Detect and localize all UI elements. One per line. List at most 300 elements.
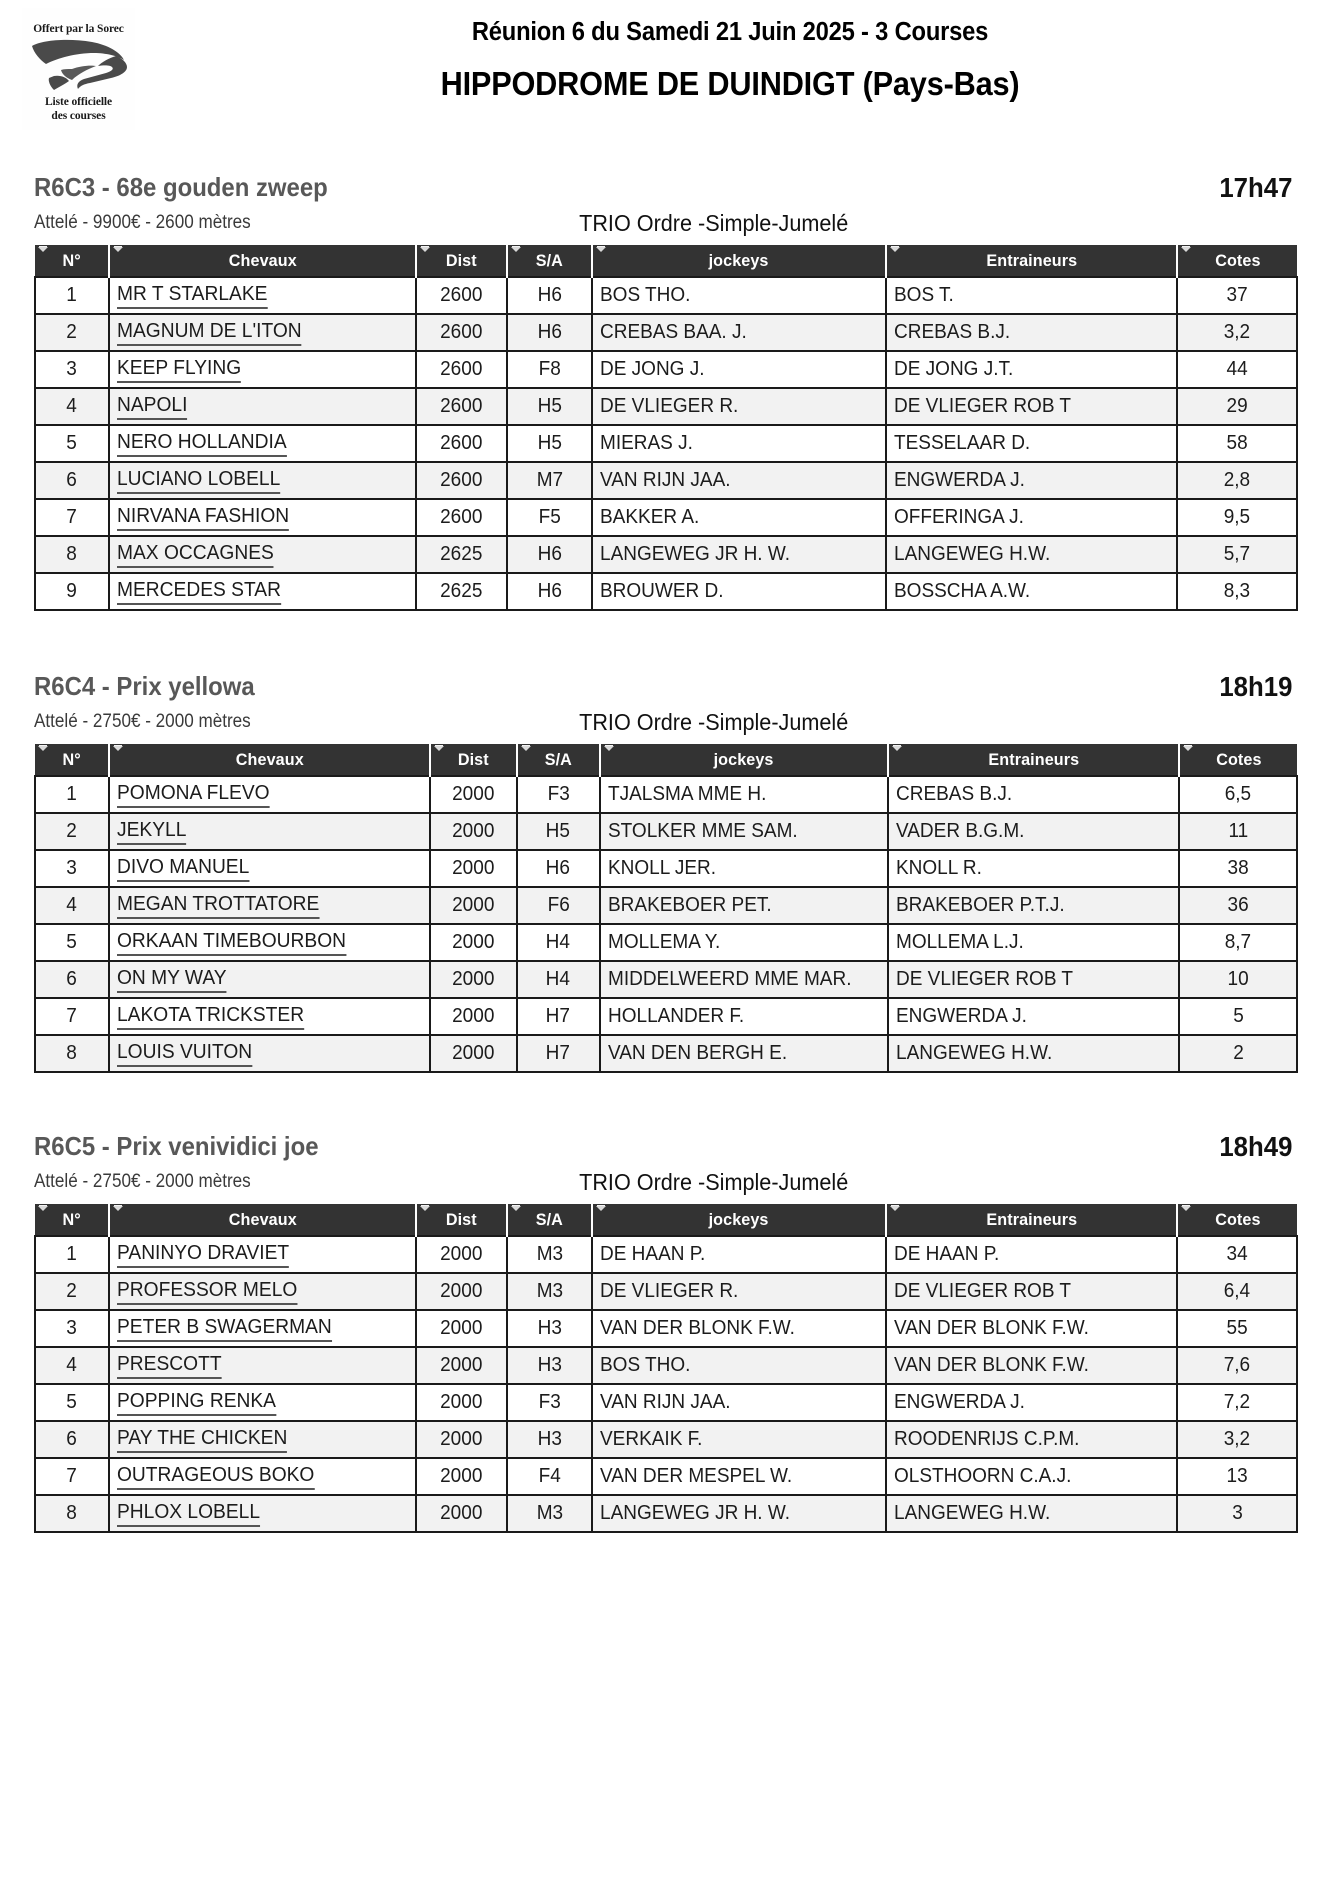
runner-sa-text: H6 <box>546 857 571 879</box>
horse-name[interactable] <box>109 1421 416 1458</box>
horse-name[interactable] <box>109 998 430 1035</box>
table-row <box>35 1347 1297 1384</box>
table-row <box>35 277 1297 314</box>
jockey-name <box>592 351 886 388</box>
horse-name[interactable] <box>109 462 416 499</box>
sorec-swoosh-icon <box>28 36 130 94</box>
runner-dist-text: 2000 <box>452 894 495 916</box>
table-row <box>35 1236 1297 1273</box>
column-resize-handle-icon <box>38 246 48 254</box>
horse-name-text: NAPOLI <box>117 394 187 420</box>
race-header-r6c5 <box>20 1131 1310 1171</box>
horse-name[interactable] <box>109 277 416 314</box>
trainer-name <box>886 573 1178 610</box>
runner-dist <box>416 499 507 536</box>
horse-name[interactable] <box>109 1236 416 1273</box>
horse-name-text: POPPING RENKA <box>117 1390 276 1416</box>
horse-name[interactable] <box>109 776 430 813</box>
runner-odds <box>1177 388 1297 425</box>
runner-odds <box>1177 314 1297 351</box>
runner-dist <box>416 1384 507 1421</box>
jockey-name <box>600 961 888 998</box>
jockey-name <box>592 1384 886 1421</box>
horse-name-text: PETER B SWAGERMAN <box>117 1316 332 1342</box>
horse-name-text: LOUIS VUITON <box>117 1041 252 1067</box>
race-time: 18h49 <box>1218 1131 1292 1162</box>
race-title: R6C5 - Prix venividici joe <box>34 1131 319 1161</box>
horse-name[interactable] <box>109 1495 416 1532</box>
runner-odds-text: 13 <box>1226 1465 1248 1487</box>
column-resize-handle-icon <box>1183 745 1193 753</box>
runner-sa-text: H4 <box>546 968 571 990</box>
runner-odds-text: 29 <box>1226 395 1248 417</box>
col-header-sa[interactable]: S/A <box>507 245 592 277</box>
horse-name-text: MERCEDES STAR <box>117 579 281 605</box>
horse-name[interactable] <box>109 1273 416 1310</box>
trainer-name <box>886 462 1178 499</box>
col-header-trainers[interactable]: Entraineurs <box>886 1204 1178 1236</box>
runner-sa <box>507 1236 592 1273</box>
col-header-horses[interactable]: Chevaux <box>109 245 416 277</box>
jockey-name-text: MIERAS J. <box>599 432 693 454</box>
jockey-name-text: BOS THO. <box>599 284 691 306</box>
jockey-name <box>600 813 888 850</box>
col-header-dist[interactable]: Dist <box>416 245 507 277</box>
runner-number-text: 8 <box>66 543 78 565</box>
runner-odds-text: 3,2 <box>1223 1428 1251 1450</box>
runner-dist <box>416 277 507 314</box>
table-row <box>35 924 1297 961</box>
runner-number-text: 1 <box>66 284 78 306</box>
horse-name-text: MAGNUM DE L'ITON <box>117 320 302 346</box>
horse-name-text: MAX OCCAGNES <box>117 542 274 568</box>
trainer-name-text: DE HAAN P. <box>893 1243 999 1265</box>
trainer-name-text: CREBAS B.J. <box>895 783 1013 805</box>
trainer-name-text: BOSSCHA A.W. <box>893 580 1030 602</box>
runners-table-r6c5 <box>34 1204 1298 1533</box>
runner-dist <box>430 776 517 813</box>
trainer-name-text: OFFERINGA J. <box>893 506 1024 528</box>
table-row <box>35 961 1297 998</box>
trainer-name-text: VADER B.G.M. <box>895 820 1025 842</box>
horse-name-text: NIRVANA FASHION <box>117 505 289 531</box>
jockey-name-text: VAN RIJN JAA. <box>599 469 731 491</box>
col-header-horses[interactable]: Chevaux <box>109 1204 416 1236</box>
runner-number <box>35 536 109 573</box>
horse-name[interactable] <box>109 425 416 462</box>
jockey-name <box>592 536 886 573</box>
runner-dist <box>416 351 507 388</box>
column-resize-handle-icon <box>521 745 531 753</box>
col-header-num[interactable]: N° <box>35 1204 109 1236</box>
trainer-name <box>888 961 1180 998</box>
col-header-jockeys[interactable]: jockeys <box>600 744 888 776</box>
runner-odds <box>1179 776 1297 813</box>
race-header-r6c3 <box>20 172 1310 212</box>
runner-number-text: 3 <box>66 1317 78 1339</box>
horse-name-text: PROFESSOR MELO <box>117 1279 297 1305</box>
race-bet-types: TRIO Ordre -Simple-Jumelé <box>579 1169 849 1195</box>
jockey-name <box>592 1236 886 1273</box>
runner-sa-text: H6 <box>537 321 562 343</box>
runner-number-text: 6 <box>66 968 78 990</box>
runners-table-r6c3 <box>34 245 1298 611</box>
col-header-dist[interactable]: Dist <box>416 1204 507 1236</box>
col-header-trainers[interactable]: Entraineurs <box>886 245 1178 277</box>
runner-dist-text: 2000 <box>440 1317 483 1339</box>
jockey-name <box>592 462 886 499</box>
runner-sa-text: F8 <box>538 358 561 380</box>
col-header-trainers[interactable]: Entraineurs <box>888 744 1180 776</box>
runner-odds <box>1177 1347 1297 1384</box>
runner-dist-text: 2000 <box>452 968 495 990</box>
runner-sa-text: F6 <box>547 894 570 916</box>
race-section-r6c4 <box>20 671 1310 1073</box>
runner-number <box>35 573 109 610</box>
runner-sa-text: F3 <box>547 783 570 805</box>
runner-number-text: 4 <box>66 395 78 417</box>
runner-sa-text: F3 <box>538 1391 561 1413</box>
race-conditions: Attelé - 2750€ - 2000 mètres <box>34 1171 251 1192</box>
runner-odds-text: 8,7 <box>1225 931 1252 953</box>
runner-dist-text: 2000 <box>440 1391 483 1413</box>
trainer-name <box>888 776 1180 813</box>
col-header-odds[interactable]: Cotes <box>1177 1204 1297 1236</box>
trainer-name-text: VAN DER BLONK F.W. <box>893 1354 1089 1376</box>
runner-odds-text: 3 <box>1231 1502 1243 1524</box>
runner-number <box>35 1384 109 1421</box>
runner-sa <box>507 1421 592 1458</box>
table-row <box>35 1384 1297 1421</box>
jockey-name <box>592 1273 886 1310</box>
runner-number <box>35 351 109 388</box>
runner-number <box>35 1273 109 1310</box>
runner-dist-text: 2000 <box>452 820 495 842</box>
trainer-name-text: DE VLIEGER ROB T <box>893 395 1071 417</box>
horse-name-text: MEGAN TROTTATORE <box>117 893 319 919</box>
runner-sa <box>507 277 592 314</box>
table-row <box>35 850 1297 887</box>
runner-sa <box>517 924 600 961</box>
runner-sa-text: H6 <box>537 580 562 602</box>
horse-name[interactable] <box>109 1310 416 1347</box>
runner-odds <box>1177 462 1297 499</box>
runner-number <box>35 314 109 351</box>
runner-odds-text: 38 <box>1227 857 1249 879</box>
runner-dist <box>430 813 517 850</box>
runner-sa <box>517 998 600 1035</box>
runner-odds <box>1179 998 1297 1035</box>
runner-odds-text: 37 <box>1226 284 1248 306</box>
race-title: R6C4 - Prix yellowa <box>34 671 255 701</box>
horse-name-text: NERO HOLLANDIA <box>117 431 287 457</box>
horse-name[interactable] <box>109 850 430 887</box>
jockey-name-text: VAN DEN BERGH E. <box>607 1042 787 1064</box>
runner-number-text: 4 <box>66 1354 78 1376</box>
runner-dist-text: 2000 <box>452 783 495 805</box>
col-header-jockeys[interactable]: jockeys <box>592 1204 886 1236</box>
runner-dist <box>416 1495 507 1532</box>
trainer-name <box>888 998 1180 1035</box>
runner-number-text: 6 <box>66 1428 78 1450</box>
runner-dist-text: 2000 <box>452 1005 495 1027</box>
race-header-r6c4 <box>20 671 1310 711</box>
trainer-name-text: VAN DER BLONK F.W. <box>893 1317 1089 1339</box>
column-resize-handle-icon <box>113 1205 123 1213</box>
trainer-name <box>886 1384 1178 1421</box>
table-header-row <box>35 1204 1297 1236</box>
col-header-odds[interactable]: Cotes <box>1177 245 1297 277</box>
jockey-name <box>600 850 888 887</box>
table-row <box>35 1458 1297 1495</box>
runner-sa <box>507 573 592 610</box>
column-resize-handle-icon <box>890 1205 900 1213</box>
col-header-jockeys[interactable]: jockeys <box>592 245 886 277</box>
runner-number-text: 2 <box>66 1280 78 1302</box>
runner-dist <box>416 536 507 573</box>
jockey-name-text: STOLKER MME SAM. <box>607 820 798 842</box>
jockey-name <box>592 1347 886 1384</box>
runner-number-text: 9 <box>66 580 78 602</box>
horse-name-text: PRESCOTT <box>117 1353 222 1379</box>
runner-sa <box>507 1310 592 1347</box>
horse-name[interactable] <box>109 388 416 425</box>
horse-name[interactable] <box>109 351 416 388</box>
runner-odds-text: 36 <box>1227 894 1249 916</box>
runner-odds-text: 11 <box>1228 820 1249 842</box>
jockey-name <box>592 1495 886 1532</box>
column-resize-handle-icon <box>113 246 123 254</box>
runner-number <box>35 813 109 850</box>
horse-name[interactable] <box>109 887 430 924</box>
col-header-dist[interactable]: Dist <box>430 744 517 776</box>
jockey-name-text: LANGEWEG JR H. W. <box>599 1502 790 1524</box>
runner-odds-text: 3,2 <box>1223 321 1251 343</box>
race-subheader-r6c3 <box>20 212 1310 242</box>
runner-number <box>35 924 109 961</box>
runner-dist-text: 2000 <box>452 857 495 879</box>
column-resize-handle-icon <box>892 745 902 753</box>
runner-odds <box>1179 850 1297 887</box>
jockey-name <box>592 499 886 536</box>
runner-dist-text: 2000 <box>440 1243 483 1265</box>
runner-dist-text: 2600 <box>440 506 483 528</box>
trainer-name-text: ENGWERDA J. <box>893 469 1025 491</box>
runner-dist <box>430 998 517 1035</box>
table-row <box>35 1421 1297 1458</box>
table-row <box>35 388 1297 425</box>
runner-sa <box>507 499 592 536</box>
trainer-name <box>888 1035 1180 1072</box>
runner-number <box>35 388 109 425</box>
runner-odds-text: 44 <box>1226 358 1248 380</box>
runner-odds <box>1177 277 1297 314</box>
col-header-num[interactable]: N° <box>35 245 109 277</box>
horse-name[interactable] <box>109 924 430 961</box>
runner-sa-text: M7 <box>536 469 563 491</box>
column-resize-handle-icon <box>1181 246 1191 254</box>
logo-bottom-line2: des courses <box>51 110 106 123</box>
runner-dist <box>430 850 517 887</box>
trainer-name <box>886 351 1178 388</box>
col-header-odds[interactable]: Cotes <box>1179 744 1297 776</box>
column-resize-handle-icon <box>604 745 614 753</box>
table-row <box>35 351 1297 388</box>
column-resize-handle-icon <box>596 1205 606 1213</box>
column-resize-handle-icon <box>890 246 900 254</box>
runner-number-text: 5 <box>66 1391 78 1413</box>
horse-name[interactable] <box>109 813 430 850</box>
runner-sa-text: H5 <box>537 432 562 454</box>
runner-odds-text: 2,8 <box>1223 469 1251 491</box>
horse-name[interactable] <box>109 499 416 536</box>
race-bet-types: TRIO Ordre -Simple-Jumelé <box>579 210 849 236</box>
col-header-sa[interactable]: S/A <box>507 1204 592 1236</box>
jockey-name <box>592 1421 886 1458</box>
runners-table-r6c4 <box>34 744 1298 1073</box>
race-bet-types: TRIO Ordre -Simple-Jumelé <box>579 709 849 735</box>
trainer-name <box>886 536 1178 573</box>
race-conditions: Attelé - 2750€ - 2000 mètres <box>34 711 251 732</box>
horse-name[interactable] <box>109 961 430 998</box>
jockey-name-text: HOLLANDER F. <box>607 1005 744 1027</box>
jockey-name <box>592 277 886 314</box>
runner-sa-text: H4 <box>546 931 571 953</box>
meeting-title: Réunion 6 du Samedi 21 Juin 2025 - 3 Courses <box>471 18 989 46</box>
table-row <box>35 499 1297 536</box>
table-row <box>35 776 1297 813</box>
trainer-name <box>886 1273 1178 1310</box>
trainer-name-text: ENGWERDA J. <box>895 1005 1027 1027</box>
runner-sa <box>517 776 600 813</box>
column-resize-handle-icon <box>434 745 444 753</box>
trainer-name <box>886 425 1178 462</box>
column-resize-handle-icon <box>38 745 48 753</box>
runner-number-text: 2 <box>66 321 78 343</box>
runner-odds <box>1177 1384 1297 1421</box>
column-resize-handle-icon <box>511 246 521 254</box>
runner-number-text: 3 <box>66 358 78 380</box>
runner-number <box>35 998 109 1035</box>
jockey-name-text: DE HAAN P. <box>599 1243 706 1265</box>
runner-sa <box>507 1458 592 1495</box>
runner-dist <box>430 887 517 924</box>
runner-odds-text: 34 <box>1226 1243 1248 1265</box>
runner-odds <box>1177 1310 1297 1347</box>
horse-name-text: LAKOTA TRICKSTER <box>117 1004 304 1030</box>
horse-name[interactable] <box>109 1347 416 1384</box>
trainer-name-text: LANGEWEG H.W. <box>893 1502 1050 1524</box>
runner-sa-text: F5 <box>538 506 561 528</box>
horse-name-text: LUCIANO LOBELL <box>117 468 280 494</box>
trainer-name <box>888 813 1180 850</box>
runner-dist <box>416 1273 507 1310</box>
jockey-name <box>600 887 888 924</box>
runner-sa-text: H3 <box>537 1317 562 1339</box>
runner-number <box>35 1310 109 1347</box>
table-row <box>35 813 1297 850</box>
jockey-name <box>592 388 886 425</box>
horse-name[interactable] <box>109 314 416 351</box>
runner-sa-text: M3 <box>536 1280 563 1302</box>
table-header-row <box>35 744 1297 776</box>
runner-number <box>35 1347 109 1384</box>
runner-odds <box>1177 1421 1297 1458</box>
runner-number <box>35 887 109 924</box>
runner-dist-text: 2600 <box>440 284 483 306</box>
jockey-name <box>600 776 888 813</box>
runner-number <box>35 1458 109 1495</box>
runner-odds-text: 5,7 <box>1223 543 1251 565</box>
horse-name[interactable] <box>109 536 416 573</box>
jockey-name-text: DE JONG J. <box>599 358 705 380</box>
runner-odds-text: 5 <box>1232 1005 1244 1027</box>
table-row <box>35 573 1297 610</box>
jockey-name <box>592 573 886 610</box>
col-header-num[interactable]: N° <box>35 744 109 776</box>
runner-sa <box>507 536 592 573</box>
trainer-name-text: DE JONG J.T. <box>893 358 1014 380</box>
jockey-name <box>592 425 886 462</box>
venue-title: HIPPODROME DE DUINDIGT (Pays-Bas) <box>440 65 1020 102</box>
column-resize-handle-icon <box>511 1205 521 1213</box>
runner-odds <box>1177 1236 1297 1273</box>
runner-sa-text: F4 <box>538 1465 561 1487</box>
runner-sa <box>507 1384 592 1421</box>
race-subheader-r6c4 <box>20 711 1310 741</box>
runner-odds-text: 6,5 <box>1225 783 1252 805</box>
runner-dist-text: 2625 <box>440 543 483 565</box>
logo-bottom-line1: Liste officielle <box>44 96 113 109</box>
runner-sa <box>517 887 600 924</box>
runner-sa-text: H6 <box>537 543 562 565</box>
runner-sa <box>517 813 600 850</box>
race-conditions: Attelé - 9900€ - 2600 mètres <box>34 212 251 233</box>
col-header-horses[interactable]: Chevaux <box>109 744 430 776</box>
runner-number-text: 8 <box>66 1502 78 1524</box>
jockey-name-text: BOS THO. <box>599 1354 691 1376</box>
runner-odds <box>1179 1035 1297 1072</box>
title-block <box>150 18 1310 103</box>
runners-body-r6c4 <box>35 776 1297 1072</box>
horse-name[interactable] <box>109 573 416 610</box>
runner-odds <box>1177 1495 1297 1532</box>
col-header-sa[interactable]: S/A <box>517 744 600 776</box>
runner-sa-text: H7 <box>546 1042 571 1064</box>
runner-dist-text: 2000 <box>440 1280 483 1302</box>
jockey-name-text: BROUWER D. <box>599 580 724 602</box>
trainer-name <box>886 314 1178 351</box>
runner-odds <box>1179 924 1297 961</box>
horse-name[interactable] <box>109 1384 416 1421</box>
horse-name[interactable] <box>109 1035 430 1072</box>
runner-sa <box>507 425 592 462</box>
document-header <box>0 0 1330 140</box>
runner-number-text: 7 <box>66 506 78 528</box>
runner-number <box>35 1495 109 1532</box>
runner-dist <box>416 1458 507 1495</box>
trainer-name-text: BOS T. <box>893 284 954 306</box>
runner-number-text: 7 <box>66 1465 78 1487</box>
column-resize-handle-icon <box>38 1205 48 1213</box>
runner-odds <box>1179 887 1297 924</box>
runner-sa <box>507 1347 592 1384</box>
jockey-name <box>600 924 888 961</box>
horse-name[interactable] <box>109 1458 416 1495</box>
race-time: 17h47 <box>1218 172 1292 203</box>
runner-dist <box>416 462 507 499</box>
jockey-name-text: VERKAIK F. <box>599 1428 703 1450</box>
